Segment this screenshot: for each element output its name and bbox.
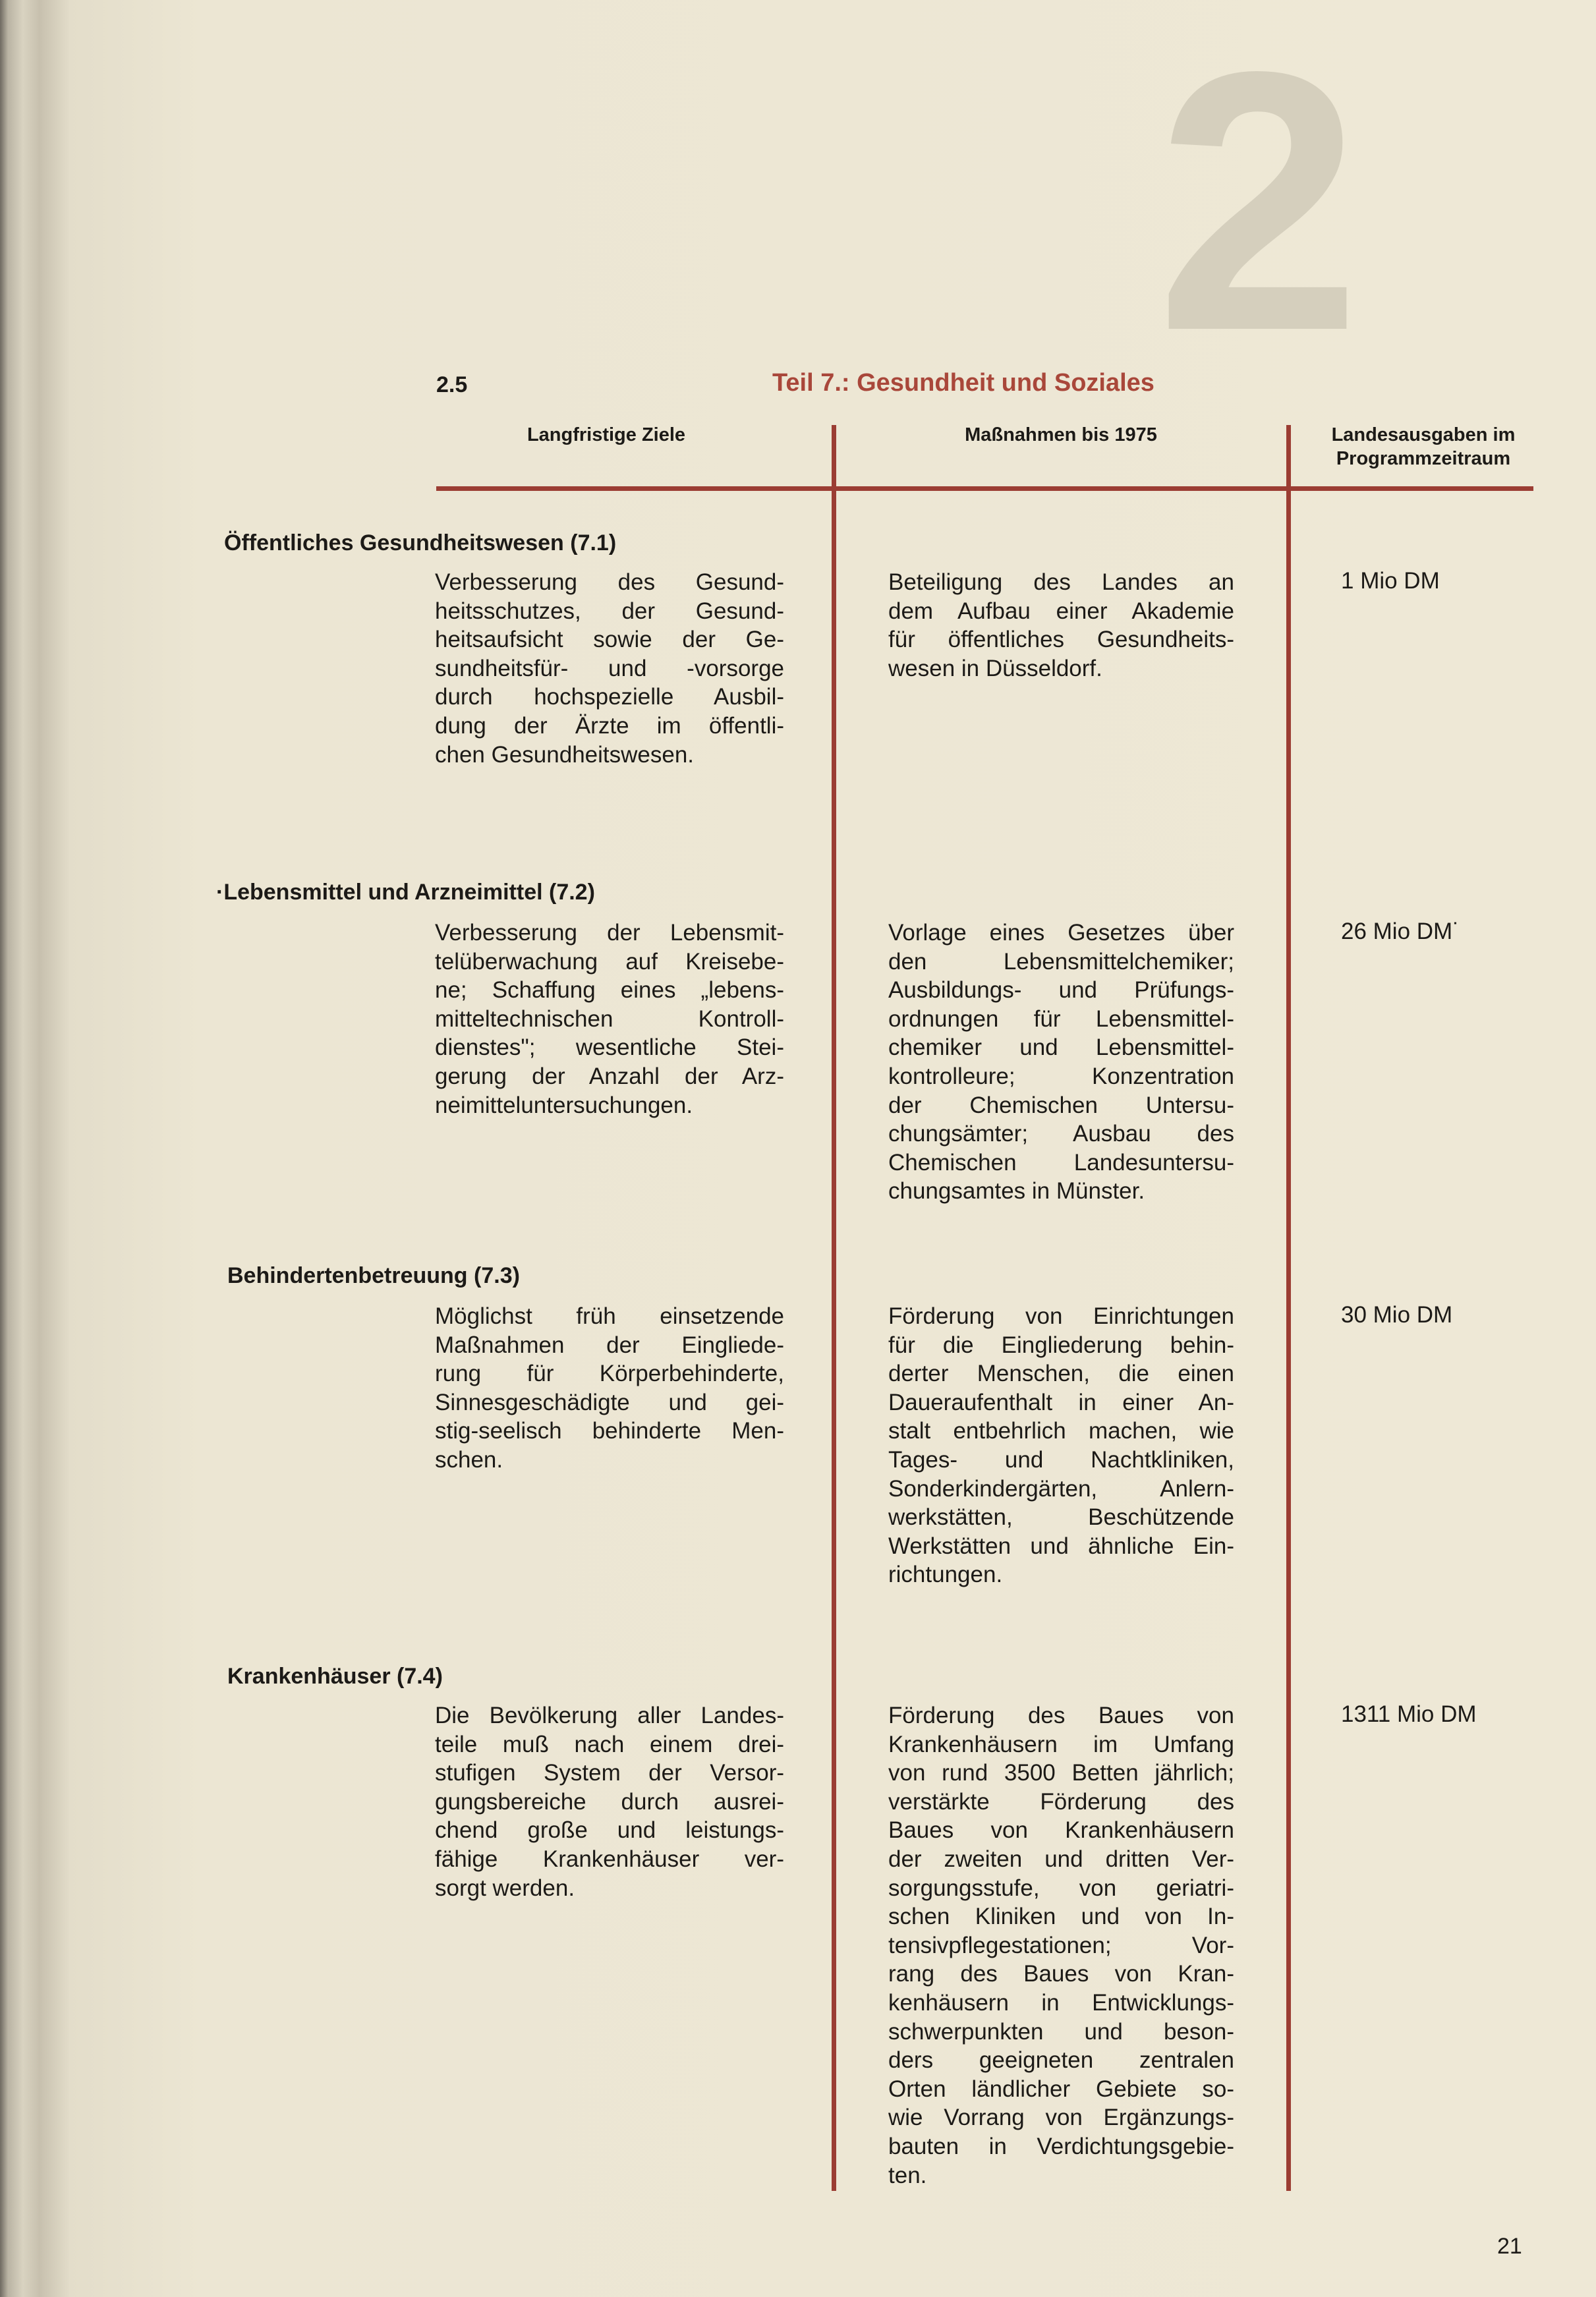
text-line: schwerpunkten und beson- [888,2018,1234,2045]
text-line: schen. [435,1446,503,1473]
header-rule [436,486,1533,491]
column-divider-2 [1286,425,1291,2191]
column-header-ausgaben [1308,423,1539,470]
text-line: Sonderkindergärten, Anlern- [888,1475,1234,1502]
text-line: kenhäusern in Entwicklungs- [888,1989,1234,2016]
column-divider-1 [832,425,836,2191]
chapter-number: 2 [1156,56,1361,346]
text-line: Werkstätten und ähnliche Ein- [888,1533,1234,1559]
text-line: rang des Baues von Kran- [888,1961,1234,1987]
text-line: tensivpflegestationen; Vor- [888,1932,1234,1958]
text-line: wesen in Düsseldorf. [888,655,1102,681]
text-line: durch hochspezielle Ausbil- [435,684,784,710]
row-title-oeffentliches-gesundheitswesen: Öffentliches Gesundheitswesen (7.1) [224,530,617,555]
text-line: Die Bevölkerung aller Landes- [435,1703,784,1728]
text-line: chungsamtes in Münster. [888,1178,1145,1205]
text-line: stig-seelisch behinderte Men- [435,1418,784,1444]
row-ausgaben-lebensmittel-arzneimittel: 26 Mio DM˙ [1341,919,1460,944]
row-ausgaben-krankenhaeuser: 1311 Mio DM [1341,1701,1477,1727]
text-line: ordnungen für Lebensmittel- [888,1006,1234,1032]
row-massnahmen-oeffentliches-gesundheitswesen [888,568,1234,683]
row-title-behindertenbetreuung: Behindertenbetreuung (7.3) [227,1263,520,1288]
text-line: chen Gesundheitswesen. [435,741,695,768]
section-number: 2.5 [436,372,468,397]
text-line: Förderung des Baues von [888,1703,1234,1728]
row-massnahmen-behindertenbetreuung [888,1302,1234,1589]
text-line: wie Vorrang von Ergänzungs- [888,2105,1234,2131]
text-line: heitsschutzes, der Gesund- [435,598,784,624]
text-line: fähige Krankenhäuser ver- [435,1846,784,1872]
column-header-massnahmen: Maßnahmen bis 1975 [965,424,1157,445]
text-line: Beteiligung des Landes an [888,569,1234,595]
text-line: dienstes"; wesentliche Stei- [435,1035,784,1061]
text-line: neimitteluntersuchungen. [435,1092,693,1118]
row-massnahmen-lebensmittel-arzneimittel [888,919,1234,1206]
text-line: kontrolleure; Konzentration [888,1063,1234,1089]
column-header-ziele: Langfristige Ziele [527,424,686,445]
text-line: sorgt werden. [435,1875,575,1901]
text-line: von rund 3500 Betten jährlich; [888,1760,1234,1786]
row-ziele-oeffentliches-gesundheitswesen [435,568,784,769]
part-title: Teil 7.: Gesundheit und Soziales [772,369,1154,397]
text-line: telüberwachung auf Kreisebe- [435,948,784,975]
text-line: der zweiten und dritten Ver- [888,1846,1234,1872]
text-line: richtungen. [888,1562,1003,1588]
text-line: heitsaufsicht sowie der Ge- [435,627,784,653]
text-line: für die Eingliederung behin- [888,1332,1234,1358]
text-line: gerung der Anzahl der Arz- [435,1063,784,1089]
text-line: ten. [888,2162,927,2188]
text-line: chemiker und Lebensmittel- [888,1035,1234,1061]
text-line: ne; Schaffung eines „lebens- [435,977,784,1004]
text-line: chungsämter; Ausbau des [888,1121,1234,1147]
row-title-lebensmittel-arzneimittel: ·Lebensmittel und Arzneimittel (7.2) [216,880,595,905]
row-ziele-lebensmittel-arzneimittel [435,919,784,1120]
row-massnahmen-krankenhaeuser [888,1701,1234,2190]
text-line: Vorlage eines Gesetzes über [888,920,1234,946]
text-line: Förderung von Einrichtungen [888,1303,1234,1329]
page-number: 21 [1497,2234,1522,2259]
row-title-krankenhaeuser: Krankenhäuser (7.4) [227,1664,443,1689]
text-line: Möglichst früh einsetzende [435,1303,784,1329]
text-line: Verbesserung der Lebensmit- [435,920,784,946]
text-line: für öffentliches Gesundheits- [888,627,1234,653]
text-line: teile muß nach einem drei- [435,1731,784,1757]
text-line: werkstätten, Beschützende [888,1504,1234,1531]
text-line: dung der Ärzte im öffentli- [435,712,784,739]
text-line: der Chemischen Untersu- [888,1092,1234,1118]
text-line: stalt entbehrlich machen, wie [888,1418,1234,1444]
text-line: schen Kliniken und von In- [888,1904,1234,1930]
text-line: Verbesserung des Gesund- [435,569,784,595]
column-header-ausgaben-line2: Programmzeitraum [1336,448,1511,469]
text-line: Daueraufenthalt in einer An- [888,1389,1234,1415]
text-line: verstärkte Förderung des [888,1788,1234,1815]
text-line: gungsbereiche durch ausrei- [435,1788,784,1815]
text-line: Ausbildungs- und Prüfungs- [888,977,1234,1004]
column-header-ausgaben-line1: Landesausgaben im [1331,424,1516,445]
row-ausgaben-behindertenbetreuung: 30 Mio DM [1341,1302,1453,1328]
text-line: den Lebensmittelchemiker; [888,948,1234,975]
text-line: Tages- und Nachtkliniken, [888,1446,1234,1473]
text-line: sundheitsfür- und -vorsorge [435,655,784,681]
text-line: Chemischen Landesuntersu- [888,1149,1234,1176]
text-line: mitteltechnischen Kontroll- [435,1006,784,1032]
text-line: rung für Körperbehinderte, [435,1361,784,1387]
text-line: ders geeigneten zentralen [888,2047,1234,2074]
text-line: chend große und leistungs- [435,1817,784,1844]
text-line: bauten in Verdichtungsgebie- [888,2133,1234,2159]
text-line: Maßnahmen der Eingliede- [435,1332,784,1358]
book-spine-shadow [0,0,69,2297]
row-ziele-behindertenbetreuung [435,1302,784,1475]
text-line: stufigen System der Versor- [435,1760,784,1786]
row-ziele-krankenhaeuser [435,1701,784,1902]
text-line: Baues von Krankenhäusern [888,1817,1234,1844]
text-line: Krankenhäusern im Umfang [888,1731,1234,1757]
text-line: sorgungsstufe, von geriatri- [888,1875,1234,1901]
text-line: Sinnesgeschädigte und gei- [435,1389,784,1415]
text-line: dem Aufbau einer Akademie [888,598,1234,624]
text-line: Orten ländlicher Gebiete so- [888,2076,1234,2102]
row-ausgaben-oeffentliches-gesundheitswesen: 1 Mio DM [1341,568,1440,594]
text-line: derter Menschen, die einen [888,1361,1234,1387]
